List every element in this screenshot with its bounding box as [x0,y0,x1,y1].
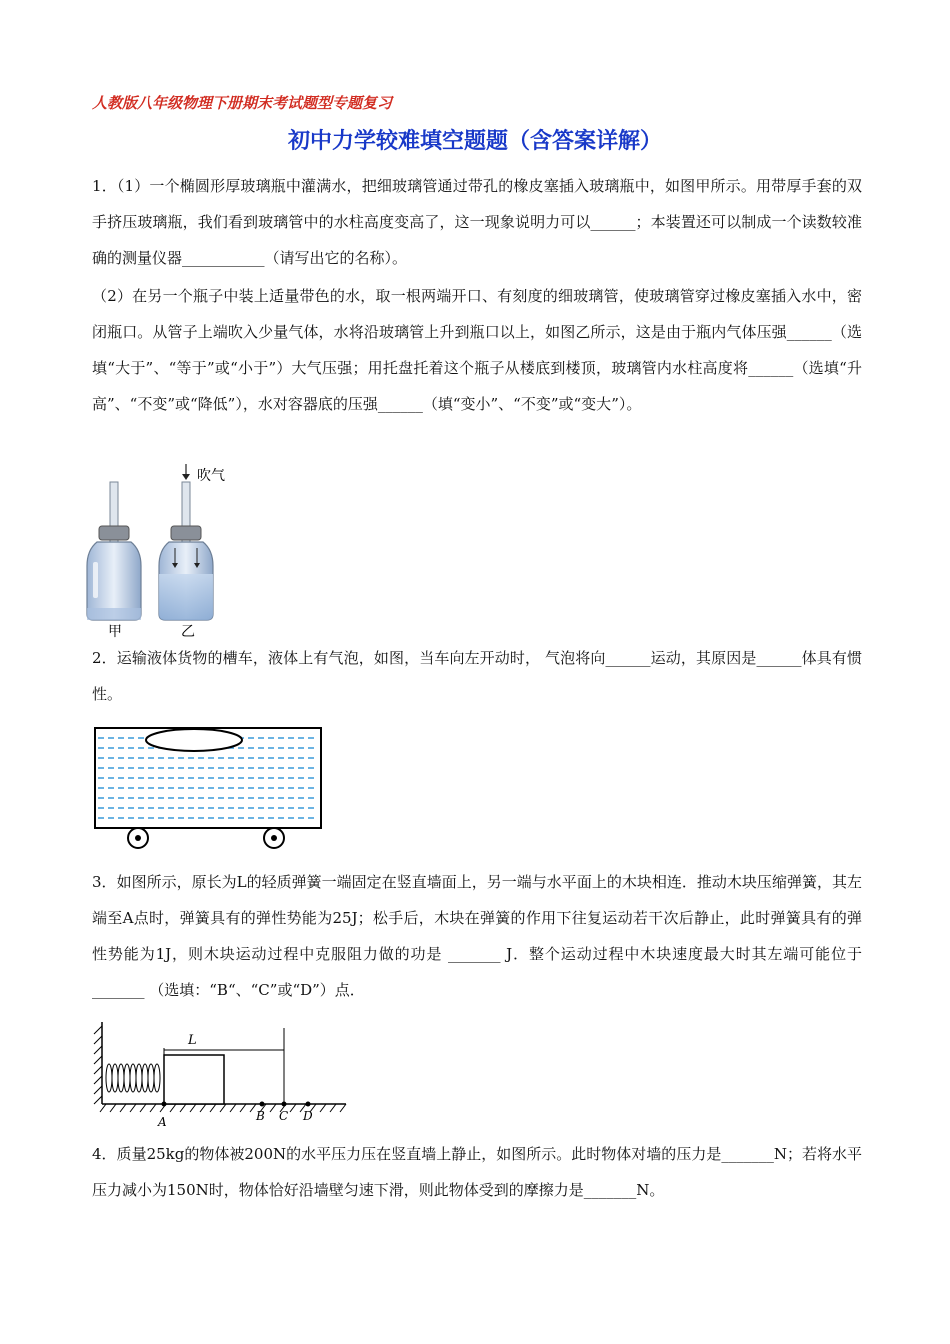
question-3: 3．如图所示，原长为L的轻质弹簧一端固定在竖直墙面上，另一端与水平面上的木块相连．推动木块压缩弹簧，其左端至A点时，弹簧具有的弹性势能为25J；松手后，木块在弹簧的作用下往复运动若干次后静止，此时弹簧具有的弹性势能为1J，则木块运动过程中克服阻力做的功是 _______ J．整个运动过程中木块速度最大时其左端可能位于 _______ （选填：“B“、“C”或“D”）点． [92,873,862,999]
figure-bottles [85,462,245,642]
spring [106,1064,160,1092]
label-yi: 乙 [181,624,195,640]
figure-spring-block [92,1022,354,1132]
document-title: 初中力学较难填空题题（含答案详解） [287,129,662,154]
point-B: B [256,1109,265,1123]
figure-tank-truck [92,722,324,852]
question-2: 2．运输液体货物的槽车，液体上有气泡，如图，当车向左开动时， 气泡将向______运动，其原因是______体具有惯性。 [92,649,862,703]
series-tag: 人教版八年级物理下册期末考试题型专题复习 [92,94,393,112]
wood-block [164,1055,224,1104]
point-C: C [279,1109,289,1123]
question-4: 4．质量25kg的物体被200N的水平压力压在竖直墙上静止，如图所示。此时物体对墙的压力是_______N；若将水平压力减小为150N时，物体恰好沿墙壁匀速下滑，则此物体受到的摩擦力是_______N。 [92,1145,862,1199]
wall-hatch [94,1026,102,1104]
air-bubble [146,729,242,751]
question-1-part-2: （2）在另一个瓶子中装上适量带色的水，取一根两端开口、有刻度的细玻璃管，使玻璃管穿过橡皮塞插入水中，密闭瓶口。从管子上端吹入少量气体，水将沿玻璃管上升到瓶口以上，如图乙所示，这是由于瓶内气体压强______（选填“大于”、“等于”或“小于”）大气压强；用托盘托着这个瓶子从楼底到楼顶，玻璃管内水柱高度将______（选填“升高”、“不变”或“降低”），水对容器底的压强______（填“变小”、“不变”或“变大”）。 [92,287,862,413]
bottle-yi [159,464,213,620]
bottle-jia [87,482,141,620]
label-blow: 吹气 [197,468,225,484]
label-jia: 甲 [108,624,122,640]
label-L: L [188,1033,197,1048]
point-D: D [303,1109,313,1123]
wheel-left [128,828,148,848]
question-1-part-1: 1．（1）一个椭圆形厚玻璃瓶中灌满水，把细玻璃管通过带孔的橡皮塞插入玻璃瓶中，如图甲所示。用带厚手套的双手挤压玻璃瓶，我们看到玻璃管中的水柱高度变高了，这一现象说明力可以______；本装置还可以制成一个读数较准确的测量仪器___________（请写出它的名称）。 [92,177,862,267]
wheel-right [264,828,284,848]
point-A: A [158,1115,167,1129]
